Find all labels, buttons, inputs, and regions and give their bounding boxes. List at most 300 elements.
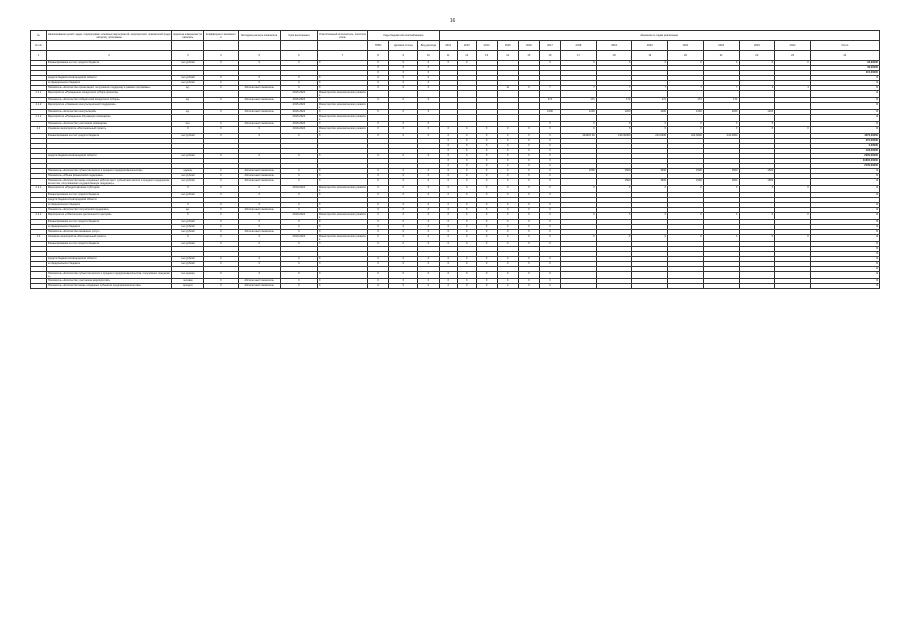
table-cell: X [317, 220, 367, 225]
table-cell: X [280, 257, 317, 262]
table-cell: X [497, 127, 518, 134]
year-cell: 2024 [775, 41, 811, 51]
table-cell: X [204, 203, 238, 208]
table-cell: X [561, 186, 597, 193]
table-cell: X [368, 134, 389, 139]
table-cell: X [280, 134, 317, 139]
table-cell: 2019-2024 [280, 213, 317, 220]
table-cell: Министерство экономического развития [318, 103, 366, 109]
table-cell: X [317, 98, 367, 103]
table-cell: X [389, 220, 418, 225]
table-cell: X [518, 144, 539, 149]
table-row [31, 272, 880, 279]
column-number-cell: 16 [539, 51, 560, 61]
year-cell: 2012 [439, 41, 458, 51]
header-cell: Значения по годам реализации [439, 31, 880, 41]
table-cell: 2.2.1 [31, 186, 47, 193]
table-cell: X [439, 203, 458, 208]
column-number-cell: 4 [204, 51, 238, 61]
table-cell: X [539, 186, 560, 193]
table-cell: X [518, 272, 539, 279]
table-cell: X [317, 208, 367, 213]
table-cell: X [389, 86, 418, 91]
table-cell: X [204, 193, 238, 198]
table-cell: 2015-2024 [280, 110, 317, 115]
table-cell: X [439, 262, 458, 267]
table-cell: X [389, 262, 418, 267]
table-cell: X [476, 225, 497, 230]
table-cell: 2.3 [31, 235, 47, 242]
table-cell: X [458, 257, 477, 262]
table-cell: X [518, 279, 539, 284]
table-cell: X [418, 262, 439, 267]
table-cell: X [389, 66, 418, 71]
table-cell [596, 103, 632, 110]
table-cell: Показатель «Количество победителей конкурсного отбора» [46, 98, 172, 103]
table-cell: 1200 [632, 110, 668, 115]
table-cell: X [497, 139, 518, 144]
table-cell: X [518, 230, 539, 235]
table-cell: X [518, 86, 539, 91]
table-cell: X [497, 193, 518, 198]
table-cell: Министерство экономического развития [318, 91, 366, 97]
table-cell: X [317, 86, 367, 91]
table-cell: Финансирование за счет средств бюджета [46, 220, 172, 225]
table-cell: X [418, 122, 439, 127]
table-cell: X [389, 225, 418, 230]
table-cell: X [204, 86, 238, 91]
table-cell: X [317, 134, 367, 139]
table-cell: 244,0000 [632, 134, 668, 139]
table-cell: X [497, 213, 518, 220]
table-cell: X [810, 174, 879, 179]
table-cell: X [497, 186, 518, 193]
year-cell: 2021 [668, 41, 704, 51]
table-cell: 7 [596, 86, 632, 91]
table-cell: X [476, 144, 497, 149]
table-cell: X [280, 179, 317, 186]
table-cell: X [418, 279, 439, 284]
table-cell: X [458, 179, 477, 186]
table-cell: X [518, 242, 539, 247]
table-cell: X [518, 213, 539, 220]
table-cell: 1500 [632, 179, 668, 186]
table-cell: X [539, 242, 560, 247]
table-cell: X [280, 86, 317, 91]
table-cell: тыс.рублей [172, 242, 204, 247]
table-cell [668, 115, 704, 122]
table-cell [739, 284, 775, 289]
table-cell: X [497, 169, 518, 174]
table-body [31, 61, 880, 289]
table-cell: X [561, 213, 597, 220]
table-cell: 171 [703, 98, 739, 103]
table-cell: X [458, 144, 477, 149]
table-cell: 1500 [596, 179, 632, 186]
table-cell: Министерство экономического развития [318, 186, 366, 192]
year-cell [280, 41, 317, 51]
table-cell [497, 115, 518, 122]
table-cell: X [389, 169, 418, 174]
table-cell: X [439, 242, 458, 247]
column-number-cell: 20 [668, 51, 704, 61]
table-cell: X [775, 127, 811, 134]
table-cell: из федерального бюджета [46, 81, 172, 86]
table-cell [172, 91, 204, 98]
table-cell: X [596, 213, 632, 220]
table-cell: X [204, 220, 238, 225]
table-cell: X [518, 174, 539, 179]
table-cell: X [204, 110, 238, 115]
table-cell: X [632, 235, 668, 242]
table-cell: X [458, 61, 477, 66]
table-cell: X [368, 213, 389, 220]
table-cell: X [418, 169, 439, 174]
table-cell: X [317, 203, 367, 208]
table-cell: X [518, 154, 539, 159]
table-cell: 1500 [596, 169, 632, 174]
table-cell [561, 284, 597, 289]
table-cell: X [476, 127, 497, 134]
table-cell: X [458, 279, 477, 284]
table-cell: X [476, 242, 497, 247]
table-cell: X [497, 235, 518, 242]
table-cell: X [539, 159, 560, 164]
table-cell: 4 [775, 86, 811, 91]
table-row [31, 213, 880, 220]
table-cell: X [172, 127, 204, 134]
table-cell: X [204, 186, 238, 193]
table-cell: X [810, 242, 879, 247]
table-cell [561, 115, 597, 122]
table-cell: Показатель «Количество оказанных услуг» [46, 230, 172, 235]
table-row [31, 127, 880, 134]
table-cell: тыс.рублей [172, 61, 204, 66]
table-cell: 2015-2024 [280, 103, 317, 110]
table-cell: X [668, 213, 704, 220]
table-cell: 1500 [739, 169, 775, 174]
table-cell: X [668, 61, 704, 66]
table-cell: тыс.единиц [172, 272, 204, 279]
table-cell: 1200 [539, 110, 560, 115]
table-cell: X [317, 279, 367, 284]
table-cell: X [497, 179, 518, 186]
table-cell [204, 103, 238, 110]
year-cell: 2022 [703, 41, 739, 51]
table-cell: X [810, 81, 879, 86]
table-cell [775, 115, 811, 122]
table-cell: X [596, 61, 632, 66]
column-number-cell: 24 [810, 51, 879, 61]
table-cell: X [518, 262, 539, 267]
table-cell: X [775, 61, 811, 66]
table-cell: X [739, 127, 775, 134]
table-cell: X [418, 213, 439, 220]
table-cell: X [703, 122, 739, 127]
table-cell: X [238, 193, 280, 198]
year-cell [204, 41, 238, 51]
table-cell: X [668, 127, 704, 134]
table-cell: X [418, 76, 439, 81]
table-cell: X [418, 66, 439, 71]
table-cell: X [497, 149, 518, 154]
table-cell: X [280, 61, 317, 66]
table-cell: X [497, 284, 518, 289]
table-cell: из федерального бюджета [46, 203, 172, 208]
table-cell: X [539, 220, 560, 225]
table-cell: 190,00000 [596, 134, 632, 139]
table-cell: X [476, 174, 497, 179]
table-cell: X [458, 159, 477, 164]
year-cell: 2018 [561, 41, 597, 51]
table-cell: X [204, 134, 238, 139]
table-cell: X [204, 262, 238, 267]
indicator-table [30, 30, 880, 289]
table-cell [775, 103, 811, 110]
table-cell: из федерального бюджета [46, 262, 172, 267]
table-cell: X [497, 279, 518, 284]
table-cell: X [389, 174, 418, 179]
table-cell: Абсолютный показатель [238, 110, 280, 115]
table-cell: X [439, 154, 458, 159]
table-cell: Абсолютный показатель [238, 179, 280, 186]
table-cell: X [439, 149, 458, 154]
table-cell [518, 91, 539, 98]
table-cell: X [810, 235, 879, 242]
table-cell: X [418, 86, 439, 91]
table-cell: Министерство экономического развития [318, 127, 366, 133]
year-cell: ГРБС [368, 41, 389, 51]
table-cell: X [172, 213, 204, 220]
table-cell [668, 91, 704, 98]
table-cell: X [539, 149, 560, 154]
table-cell [668, 103, 704, 110]
table-cell: X [518, 169, 539, 174]
table-cell: Основное мероприятие «Региональный проект» [46, 127, 172, 134]
table-cell: X [458, 220, 477, 225]
table-cell [632, 91, 668, 98]
column-number-cell: 15 [518, 51, 539, 61]
table-cell: из федерального бюджета [46, 225, 172, 230]
table-cell: X [204, 122, 238, 127]
table-cell: 244097,00 [561, 134, 597, 139]
column-number-cell: 6 [280, 51, 317, 61]
table-cell: X [317, 61, 367, 66]
table-cell: X [238, 220, 280, 225]
table-cell: ед. [172, 110, 204, 115]
table-cell: 7 [561, 86, 597, 91]
page-number: 16 [449, 18, 456, 24]
table-cell: X [280, 203, 317, 208]
table-cell: X [476, 149, 497, 154]
table-cell: X [439, 179, 458, 186]
table-cell: X [280, 279, 317, 284]
table-cell: 1500 [561, 169, 597, 174]
table-cell: X [476, 134, 497, 139]
table-cell: X [539, 284, 560, 289]
table-cell: X [810, 230, 879, 235]
table-cell [539, 115, 560, 122]
table-cell: X [810, 279, 879, 284]
table-cell: X [518, 208, 539, 213]
table-cell: X [368, 235, 389, 242]
table-cell: X [703, 61, 739, 66]
table-cell: X [476, 186, 497, 193]
table-cell: 4370,00000 [810, 134, 879, 139]
table-cell: X [439, 257, 458, 262]
table-cell: X [810, 225, 879, 230]
table-cell: X [368, 208, 389, 213]
table-cell: X [518, 284, 539, 289]
table-cell: X [238, 154, 280, 159]
header-cell: Коды бюджетной классификации [368, 31, 439, 41]
table-cell: X [518, 220, 539, 225]
table-cell: X [389, 76, 418, 81]
table-cell: X [703, 127, 739, 134]
table-cell: X [368, 169, 389, 174]
table-cell: X [539, 213, 560, 220]
table-cell [632, 103, 668, 110]
table-cell: X [317, 225, 367, 230]
table-cell: X [439, 144, 458, 149]
column-number-cell: 7 [317, 51, 367, 61]
table-cell: 244,0000 [668, 134, 704, 139]
table-cell: X [458, 230, 477, 235]
table-cell: X [668, 122, 704, 127]
table-cell: тыс.рублей [172, 220, 204, 225]
header-cell: № [31, 31, 47, 41]
table-cell: X [539, 193, 560, 198]
table-cell [703, 272, 739, 279]
table-cell: X [518, 127, 539, 134]
table-cell: X [389, 110, 418, 115]
table-cell: Абсолютный показатель [238, 230, 280, 235]
table-cell: X [476, 262, 497, 267]
table-cell: X [389, 127, 418, 134]
table-cell [476, 115, 497, 122]
table-cell: X [280, 169, 317, 174]
table-cell: тыс.рублей [172, 174, 204, 179]
table-cell: X [810, 247, 879, 252]
table-cell: X [539, 139, 560, 144]
table-cell: X [280, 81, 317, 86]
table-cell: X [497, 203, 518, 208]
table-cell: X [280, 225, 317, 230]
table-cell: X [418, 235, 439, 242]
table-cell: 1500 [632, 169, 668, 174]
table-cell: X [368, 193, 389, 198]
table-cell: X [280, 272, 317, 279]
table-cell: X [368, 71, 389, 76]
table-cell: X [418, 134, 439, 139]
table-cell: ед. [172, 86, 204, 91]
table-cell: X [739, 61, 775, 66]
table-cell: 1500 [668, 169, 704, 174]
table-cell: X [389, 61, 418, 66]
table-cell: X [439, 272, 458, 279]
table-cell: X [497, 174, 518, 179]
table-cell: X [238, 225, 280, 230]
column-number-cell: 5 [238, 51, 280, 61]
column-number-cell: 22 [739, 51, 775, 61]
table-cell: Показатель «Количество участников мероприятий» [46, 279, 172, 284]
table-cell: Абсолютный показатель [238, 98, 280, 103]
header-row [31, 31, 880, 41]
table-cell [539, 103, 560, 110]
table-cell: X [810, 262, 879, 267]
table-cell: X [317, 169, 367, 174]
table-cell: X [238, 272, 280, 279]
table-cell: X [476, 235, 497, 242]
table-cell: X [368, 220, 389, 225]
table-cell: X [389, 98, 418, 103]
table-cell: X [561, 122, 597, 127]
table-cell: X [317, 230, 367, 235]
table-cell: X [632, 213, 668, 220]
table-cell: X [204, 76, 238, 81]
table-row [31, 91, 880, 98]
table-cell: 171 [561, 98, 597, 103]
table-cell [775, 179, 811, 186]
table-cell [368, 115, 389, 122]
table-cell: X [476, 159, 497, 164]
table-cell: X [476, 203, 497, 208]
table-cell: 7 [632, 86, 668, 91]
table-cell: Показатель «Количество субъектов малого и среднего предпринимательства, получивших поддержку» [46, 272, 172, 279]
column-number-cell: 11 [439, 51, 458, 61]
header-cell: Срок выполнения [280, 31, 317, 41]
table-cell [775, 91, 811, 98]
table-cell: X [439, 164, 458, 169]
table-cell: X [668, 235, 704, 242]
table-cell: X [418, 203, 439, 208]
table-cell [418, 115, 439, 122]
table-cell: тыс.рублей [172, 257, 204, 262]
table-cell: X [204, 208, 238, 213]
table-cell: X [539, 257, 560, 262]
table-cell: 33,00000 [810, 61, 879, 66]
table-cell: X [810, 252, 879, 257]
table-cell: X [389, 230, 418, 235]
table-cell [561, 272, 597, 279]
header-row [31, 41, 880, 51]
table-cell: 39,00000 [810, 66, 879, 71]
table-cell: X [368, 284, 389, 289]
table-cell: тыс.рублей [172, 193, 204, 198]
table-cell: Показатель «Количество участников семинаров» [46, 122, 172, 127]
table-cell: X [204, 284, 238, 289]
table-cell: процент [172, 284, 204, 289]
table-cell: X [238, 213, 280, 220]
table-cell: X [317, 154, 367, 159]
table-cell: X [389, 235, 418, 242]
table-cell [172, 103, 204, 110]
table-cell: X [739, 122, 775, 127]
table-cell [561, 179, 597, 186]
table-cell: X [418, 61, 439, 66]
table-cell: 2.1.3 [31, 115, 47, 122]
table-cell: 171 [632, 98, 668, 103]
table-cell: X [810, 284, 879, 289]
table-cell: X [775, 186, 811, 193]
table-cell: X [458, 186, 477, 193]
table-cell: X [632, 127, 668, 134]
table-cell [204, 91, 238, 98]
table-cell: X [632, 122, 668, 127]
table-cell: X [810, 86, 879, 91]
table-cell: X [497, 220, 518, 225]
table-cell: X [368, 279, 389, 284]
